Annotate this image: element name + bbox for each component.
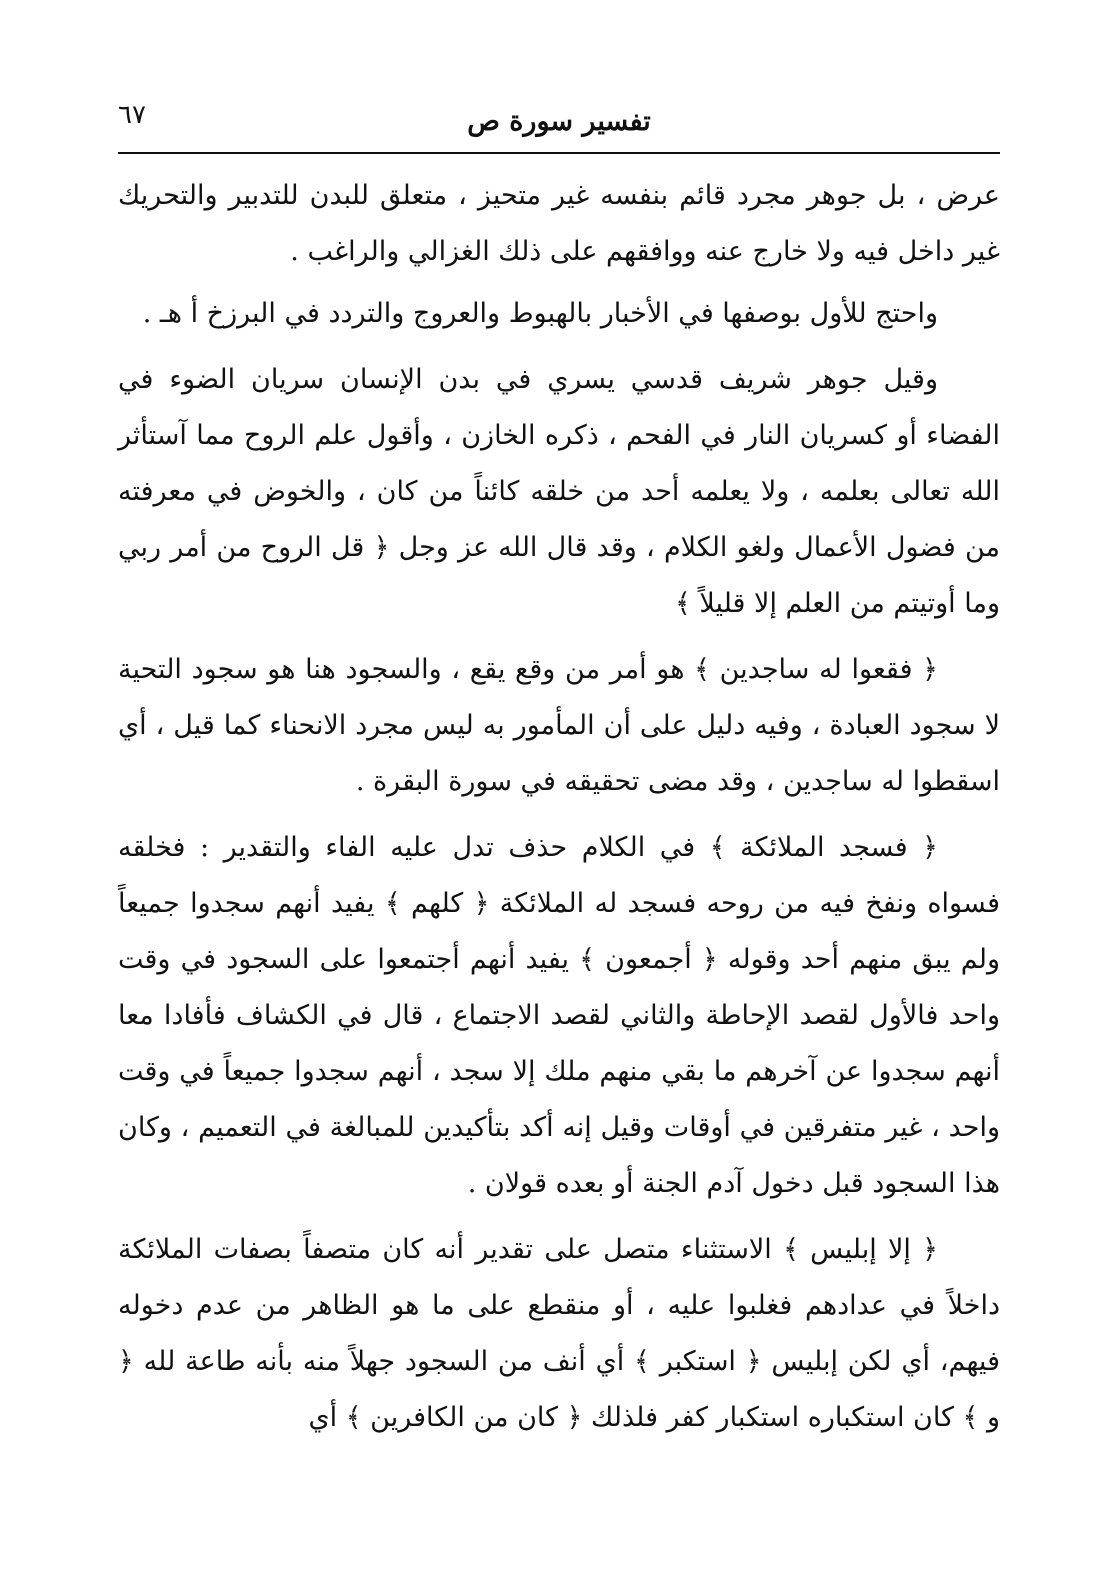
paragraph: وقيل جوهر شريف قدسي يسري في بدن الإنسان سريان الضوء في الفضاء أو كسريان النار في الفحم ، ذكره الخازن ، وأقول علم الروح مما آستأثر الله تعالى بعلمه ، ولا يعلمه أحد من خلقه كائناً من كان ، والخوض في معرفته من فضول الأعمال ولغو الكلام ، وقد قال الله عز وجل ﴿ قل الروح من أمر ربي وما أوتيتم من العلم إلا قليلاً ﴾ <box>118 364 1000 619</box>
paragraph: ﴿ إلا إبليس ﴾ الاستثناء متصل على تقدير أنه كان متصفاً بصفات الملائكة داخلاً في عدادهم فغلبوا عليه ، أو منقطع على ما هو الظاهر من عدم دخوله فيهم، أي لكن إبليس ﴿ استكبر ﴾ أي أنف من السجود جهلاً منه بأنه طاعة لله ﴿ و ﴾ كان استكباره استكبار كفر فلذلك ﴿ كان من الكافرين ﴾ أي <box>118 1234 1000 1433</box>
header-divider <box>118 152 1000 154</box>
body-text <box>118 168 1000 1446</box>
page-number: ٦٧ <box>118 100 146 130</box>
running-title: تفسير سورة ص <box>467 106 651 137</box>
paragraph: واحتج للأول بوصفها في الأخبار بالهبوط والعروج والتردد في البرزخ أ هـ . <box>142 298 938 329</box>
paragraph: ﴿ فقعوا له ساجدين ﴾ هو أمر من وقع يقع ، والسجود هنا هو سجود التحية لا سجود العبادة ، وفيه دليل على أن المأمور به ليس مجرد الانحناء كما قيل ، أي اسقطوا له ساجدين ، وقد مضى تحقيقه في سورة البقرة . <box>118 654 1000 797</box>
page-header <box>118 100 1000 150</box>
paragraph: عرض ، بل جوهر مجرد قائم بنفسه غير متحيز ، متعلق للبدن للتدبير والتحريك غير داخل فيه ولا خارج عنه ووافقهم على ذلك الغزالي والراغب . <box>118 180 1000 267</box>
paragraph: ﴿ فسجد الملائكة ﴾ في الكلام حذف تدل عليه الفاء والتقدير : فخلقه فسواه ونفخ فيه من روحه فسجد له الملائكة ﴿ كلهم ﴾ يفيد أنهم سجدوا جميعاً ولم يبق منهم أحد وقوله ﴿ أجمعون ﴾ يفيد أنهم أجتمعوا على السجود في وقت واحد فالأول لقصد الإحاطة والثاني لقصد الاجتماع ، قال في الكشاف فأفادا معا أنهم سجدوا عن آخرهم ما بقي منهم ملك إلا سجد ، أنهم سجدوا جميعاً في وقت واحد ، غير متفرقين في أوقات وقيل إنه أكد بتأكيدين للمبالغة في التعميم ، وكان هذا السجود قبل دخول آدم الجنة أو بعده قولان . <box>118 832 1000 1199</box>
